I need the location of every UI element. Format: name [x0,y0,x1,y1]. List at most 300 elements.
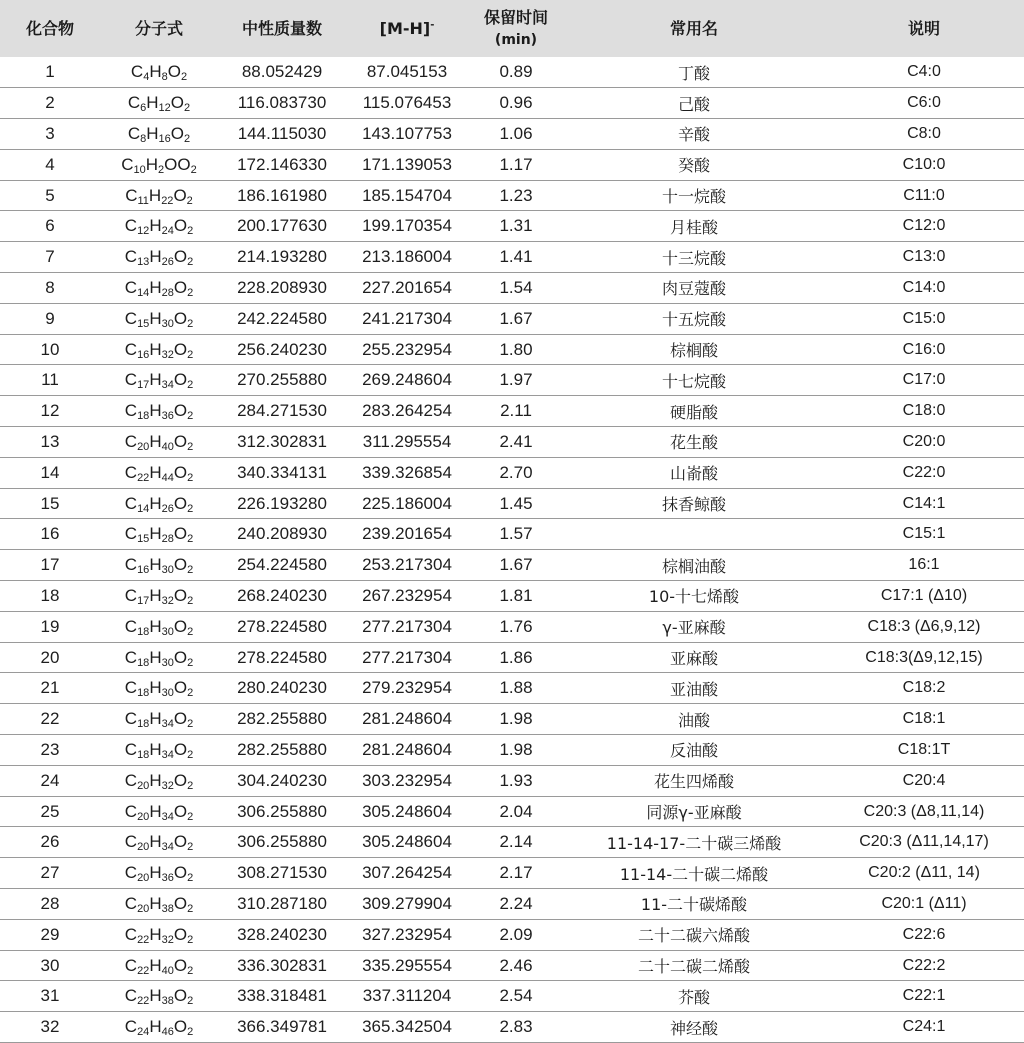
formula-element: H [149,924,162,944]
cell-compound-number: 11 [41,370,59,390]
formula-element: O [173,431,188,451]
cell-neutral-mass: 306.255880 [237,801,327,821]
cell-compound-number: 21 [40,678,60,698]
formula-element: O [173,370,188,390]
formula-subscript: 17 [137,594,150,607]
header-ion [346,0,468,57]
formula-subscript: 2 [187,718,194,731]
formula-subscript: 13 [137,256,150,269]
formula-element: H [149,616,162,636]
formula-element: H [149,62,162,82]
cell-ion-mass: 337.311204 [362,986,452,1006]
cell-neutral-mass: 254.224580 [237,555,327,575]
cell-ion-mass: 335.295554 [362,955,452,975]
cell-formula [100,796,218,827]
cell-formula [100,519,218,550]
cell-retention-time: 1.31 [499,216,533,236]
cell-note: C20:2 (Δ11, 14) [868,864,980,882]
formula-element: O [173,1017,188,1037]
formula-element: H [146,93,159,113]
table-row [0,796,1024,827]
cell-ion-mass: 255.232954 [362,339,452,359]
formula-element: H [149,308,162,328]
formula-subscript: 4 [143,71,150,84]
formula-subscript: 20 [137,810,150,823]
header-note: 说明 [907,18,940,38]
formula-subscript: 2 [184,102,191,115]
table-row [0,57,1024,88]
formula-subscript: 22 [137,933,150,946]
formula-element: C [124,801,138,821]
formula-subscript: 2 [187,964,194,977]
cell-formula [100,488,218,519]
formula-element: C [124,401,138,421]
cell-neutral-mass: 304.240230 [237,770,327,790]
formula-element: H [149,277,162,297]
cell-common-name: 十三烷酸 [661,248,726,268]
formula-subscript: 2 [187,564,194,577]
formula-subscript: 30 [161,656,174,669]
cell-retention-time: 1.76 [499,616,533,636]
cell-compound-number: 17 [40,555,60,575]
cell-compound-number: 29 [40,924,60,944]
formula-subscript: 40 [161,440,174,453]
formula-subscript: 34 [161,841,174,854]
cell-retention-time: 1.41 [499,247,533,267]
header-retention-time-unit: (min) [494,31,538,48]
formula-element: H [146,123,159,143]
cell-retention-time: 1.97 [499,370,533,390]
cell-common-name: 亚油酸 [669,679,718,699]
cell-ion-mass: 283.264254 [362,401,452,421]
cell-common-name: 山嵛酸 [669,464,718,484]
cell-compound-number: 24 [40,770,60,790]
formula-element: O [173,616,188,636]
table-row [0,119,1024,150]
formula-element: O [173,216,188,236]
cell-formula [100,396,218,427]
cell-formula [100,303,218,334]
formula-element: C [124,216,138,236]
cell-note: C20:3 (Δ11,14,17) [859,833,989,851]
cell-ion-mass: 365.342504 [362,1017,452,1037]
cell-retention-time: 1.88 [499,678,533,698]
cell-compound-number: 22 [40,709,60,729]
cell-ion-mass: 269.248604 [362,370,452,390]
cell-note: 16:1 [908,556,940,574]
formula-element: C [124,924,138,944]
cell-note: C14:1 [902,494,946,512]
cell-neutral-mass: 172.146330 [237,154,327,174]
formula-subscript: 16 [137,564,150,577]
cell-formula [100,211,218,242]
cell-ion-mass: 185.154704 [362,185,452,205]
cell-ion-mass: 309.279904 [362,893,452,913]
table-row [0,427,1024,458]
formula-subscript: 2 [187,625,194,638]
cell-ion-mass: 279.232954 [362,678,452,698]
cell-ion-mass: 171.139053 [362,154,452,174]
cell-neutral-mass: 312.302831 [237,431,327,451]
cell-compound-number: 6 [45,216,55,236]
formula-element: H [149,370,162,390]
formula-subscript: 2 [187,656,194,669]
table-row [0,611,1024,642]
formula-element: H [149,462,162,482]
formula-subscript: 34 [161,718,174,731]
formula-element: O [173,801,188,821]
formula-subscript: 20 [137,779,150,792]
cell-note: C17:1 (Δ10) [880,586,968,604]
cell-neutral-mass: 278.224580 [237,616,327,636]
formula-subscript: 28 [161,286,174,299]
formula-subscript: 18 [137,625,150,638]
cell-neutral-mass: 240.208930 [237,524,327,544]
cell-ion-mass: 267.232954 [362,585,452,605]
cell-neutral-mass: 200.177630 [237,216,327,236]
cell-common-name: 丁酸 [677,63,710,83]
formula-element: H [149,986,162,1006]
cell-retention-time: 1.67 [499,555,533,575]
cell-retention-time: 1.06 [499,123,533,143]
formula-subscript: 20 [137,872,150,885]
cell-note: C18:2 [902,679,946,697]
cell-note: C24:1 [902,1018,946,1036]
cell-neutral-mass: 228.208930 [237,277,327,297]
formula-subscript: 2 [187,225,194,238]
cell-formula [100,765,218,796]
table-row [0,550,1024,581]
formula-element: O [173,524,188,544]
cell-neutral-mass: 336.302831 [237,955,327,975]
cell-formula [100,457,218,488]
table-row [0,180,1024,211]
cell-neutral-mass: 278.224580 [237,647,327,667]
cell-common-name: 抹香鲸酸 [661,495,726,515]
formula-subscript: 2 [187,286,194,299]
table-row [0,88,1024,119]
formula-element: C [124,493,138,513]
table-row [0,858,1024,889]
formula-element: C [124,247,138,267]
cell-neutral-mass: 268.240230 [237,585,327,605]
formula-element: C [127,123,141,143]
formula-subscript: 2 [187,410,194,423]
cell-compound-number: 8 [45,277,55,297]
formula-element: O [167,62,181,82]
cell-note: C13:0 [902,248,946,266]
formula-element: C [130,62,144,82]
formula-element: H [149,247,162,267]
cell-note: C17:0 [902,371,946,389]
formula-element: O [170,93,185,113]
cell-compound-number: 20 [40,647,60,667]
cell-neutral-mass: 270.255880 [237,370,327,390]
cell-retention-time: 2.41 [499,431,533,451]
header-compound: 化合物 [25,18,74,38]
formula-subscript: 18 [137,410,150,423]
formula-subscript: 8 [140,132,147,145]
cell-compound-number: 25 [40,801,60,821]
cell-common-name: 辛酸 [677,125,710,145]
formula-subscript: 22 [137,964,150,977]
cell-formula [100,427,218,458]
formula-element: H [149,585,162,605]
formula-subscript: 17 [137,379,150,392]
formula-subscript: 2 [187,841,194,854]
formula-element: O [173,339,188,359]
cell-neutral-mass: 88.052429 [241,62,323,82]
formula-subscript: 15 [137,533,150,546]
cell-common-name: 11-14-二十碳二烯酸 [619,864,769,884]
cell-ion-mass: 277.217304 [362,616,452,636]
header-neutral-mass: 中性质量数 [241,18,322,38]
cell-formula [100,611,218,642]
cell-common-name: 神经酸 [669,1018,718,1038]
formula-element: O [173,924,188,944]
formula-element: O [173,277,188,297]
formula-subscript: 20 [137,902,150,915]
formula-subscript: 18 [137,718,150,731]
cell-common-name: 肉豆蔻酸 [661,279,726,299]
cell-common-name: 癸酸 [677,156,710,176]
table-row [0,827,1024,858]
formula-subscript: 20 [137,440,150,453]
cell-formula [100,365,218,396]
cell-common-name: 十一烷酸 [661,187,726,207]
cell-note: C22:6 [902,925,946,943]
formula-subscript: 24 [137,1026,150,1039]
formula-element: C [124,616,138,636]
cell-retention-time: 1.93 [499,770,533,790]
formula-element: O [173,986,188,1006]
formula-subscript: 36 [161,410,174,423]
table-row [0,519,1024,550]
formula-subscript: 2 [187,810,194,823]
cell-neutral-mass: 186.161980 [237,185,327,205]
cell-compound-number: 27 [40,863,60,883]
formula-element: C [124,1017,138,1037]
cell-note: C22:0 [902,463,946,481]
formula-element: O [173,555,188,575]
formula-subscript: 2 [187,533,194,546]
cell-common-name: 芥酸 [677,987,710,1007]
formula-element: O [173,770,188,790]
cell-note: C6:0 [907,94,941,112]
cell-common-name: 二十二碳六烯酸 [637,926,750,946]
cell-formula [100,334,218,365]
cell-note: C18:3 (Δ6,9,12) [867,617,981,635]
cell-ion-mass: 87.045153 [366,62,448,82]
cell-compound-number: 23 [40,739,60,759]
cell-note: C11:0 [903,186,945,204]
cell-compound-number: 19 [40,616,60,636]
cell-formula [100,827,218,858]
formula-subscript: 2 [187,995,194,1008]
formula-element: H [149,801,162,821]
cell-compound-number: 30 [40,955,60,975]
cell-neutral-mass: 256.240230 [237,339,327,359]
cell-formula [100,981,218,1012]
formula-element: H [149,524,162,544]
formula-subscript: 6 [140,102,147,115]
cell-compound-number: 9 [45,308,55,328]
cell-formula [100,735,218,766]
formula-subscript: 32 [161,933,174,946]
cell-formula [100,242,218,273]
cell-formula [100,858,218,889]
cell-note: C18:1 [902,710,946,728]
cell-note: C18:0 [902,402,946,420]
cell-formula [100,550,218,581]
formula-element: H [149,893,162,913]
formula-subscript: 2 [187,1026,194,1039]
formula-subscript: 24 [161,225,174,238]
formula-element: C [124,585,138,605]
formula-element: H [149,739,162,759]
formula-subscript: 2 [187,348,194,361]
formula-subscript: 2 [187,933,194,946]
cell-compound-number: 28 [40,893,60,913]
formula-subscript: 36 [161,872,174,885]
cell-formula [100,889,218,920]
cell-ion-mass: 241.217304 [362,308,452,328]
cell-ion-mass: 143.107753 [362,123,452,143]
header-formula: 分子式 [134,18,183,38]
table-row [0,765,1024,796]
cell-note: C12:0 [902,217,946,235]
formula-subscript: 2 [187,687,194,700]
cell-note: C16:0 [902,340,946,358]
cell-note: C22:2 [902,956,946,974]
formula-element: O [173,893,188,913]
cell-common-name: 月桂酸 [669,217,718,237]
formula-element: C [124,986,138,1006]
formula-subscript: 22 [137,471,150,484]
cell-common-name: 十七烷酸 [661,371,726,391]
formula-subscript: 32 [161,348,174,361]
cell-retention-time: 2.17 [499,863,533,883]
cell-note: C20:3 (Δ8,11,14) [863,802,985,820]
cell-neutral-mass: 328.240230 [237,924,327,944]
cell-common-name: 11-二十碳烯酸 [640,895,748,915]
cell-retention-time: 2.83 [499,1017,533,1037]
cell-compound-number: 7 [45,247,55,267]
formula-element: O [173,247,188,267]
formula-element: C [121,154,134,174]
formula-element: H [149,647,162,667]
cell-note: C14:0 [902,278,946,296]
cell-ion-mass: 281.248604 [362,739,452,759]
cell-compound-number: 15 [40,493,60,513]
formula-subscript: 26 [161,256,174,269]
cell-ion-mass: 213.186004 [362,247,452,267]
formula-element: C [124,770,138,790]
formula-element: O [173,462,188,482]
formula-element: C [124,524,138,544]
formula-subscript: 2 [187,748,194,761]
formula-subscript: 2 [187,317,194,330]
formula-subscript: 18 [137,748,150,761]
table-row [0,950,1024,981]
cell-neutral-mass: 306.255880 [237,832,327,852]
cell-common-name: 反油酸 [669,741,718,761]
cell-retention-time: 1.86 [499,647,533,667]
cell-neutral-mass: 310.287180 [237,893,327,913]
formula-subscript: 20 [137,841,150,854]
cell-ion-mass: 339.326854 [362,462,452,482]
cell-ion-mass: 281.248604 [362,709,452,729]
cell-common-name: 花生酸 [669,433,718,453]
cell-neutral-mass: 280.240230 [237,678,327,698]
cell-common-name: 十五烷酸 [661,310,726,330]
cell-note: C18:3(Δ9,12,15) [865,648,983,666]
cell-retention-time: 2.11 [500,401,532,421]
cell-neutral-mass: 338.318481 [237,986,327,1006]
cell-retention-time: 2.04 [499,801,533,821]
cell-note: C20:0 [902,432,946,450]
formula-subscript: 2 [187,902,194,915]
cell-retention-time: 1.98 [499,709,533,729]
cell-formula [100,88,218,119]
cell-formula [100,704,218,735]
formula-subscript: 46 [161,1026,174,1039]
formula-subscript: 16 [158,132,171,145]
formula-subscript: 38 [161,902,174,915]
table-row [0,211,1024,242]
formula-element: H [149,955,162,975]
cell-neutral-mass: 282.255880 [237,739,327,759]
formula-subscript: 18 [137,687,150,700]
formula-subscript: 44 [161,471,174,484]
formula-element: H [145,154,159,174]
cell-note: C22:1 [902,987,946,1005]
formula-element: O [173,955,188,975]
formula-element: O [173,678,188,698]
cell-neutral-mass: 282.255880 [237,709,327,729]
cell-common-name [564,519,824,550]
cell-ion-mass: 253.217304 [362,555,452,575]
formula-element: C [124,739,138,759]
cell-ion-mass: 239.201654 [362,524,452,544]
cell-formula [100,119,218,150]
formula-subscript: 2 [180,71,188,84]
formula-element: H [149,832,162,852]
formula-subscript: 12 [137,225,150,238]
cell-compound-number: 32 [40,1017,60,1037]
formula-subscript: 32 [161,779,174,792]
formula-element: H [149,493,162,513]
formula-subscript: 14 [137,502,150,515]
formula-subscript: 2 [187,440,194,453]
formula-element: O [173,493,188,513]
table-row [0,919,1024,950]
cell-retention-time: 1.54 [499,277,533,297]
cell-ion-mass: 307.264254 [362,863,452,883]
cell-compound-number: 31 [40,986,60,1006]
cell-common-name: 己酸 [677,94,710,114]
cell-formula [100,919,218,950]
formula-subscript: 34 [161,810,174,823]
formula-element: C [124,678,138,698]
formula-element: O [173,185,187,205]
cell-formula [100,57,218,88]
formula-element: O [173,647,188,667]
header-row [0,0,1024,57]
formula-subscript: 10 [133,163,146,176]
header-ion-superscript: - [430,19,435,31]
formula-subscript: 34 [161,379,174,392]
